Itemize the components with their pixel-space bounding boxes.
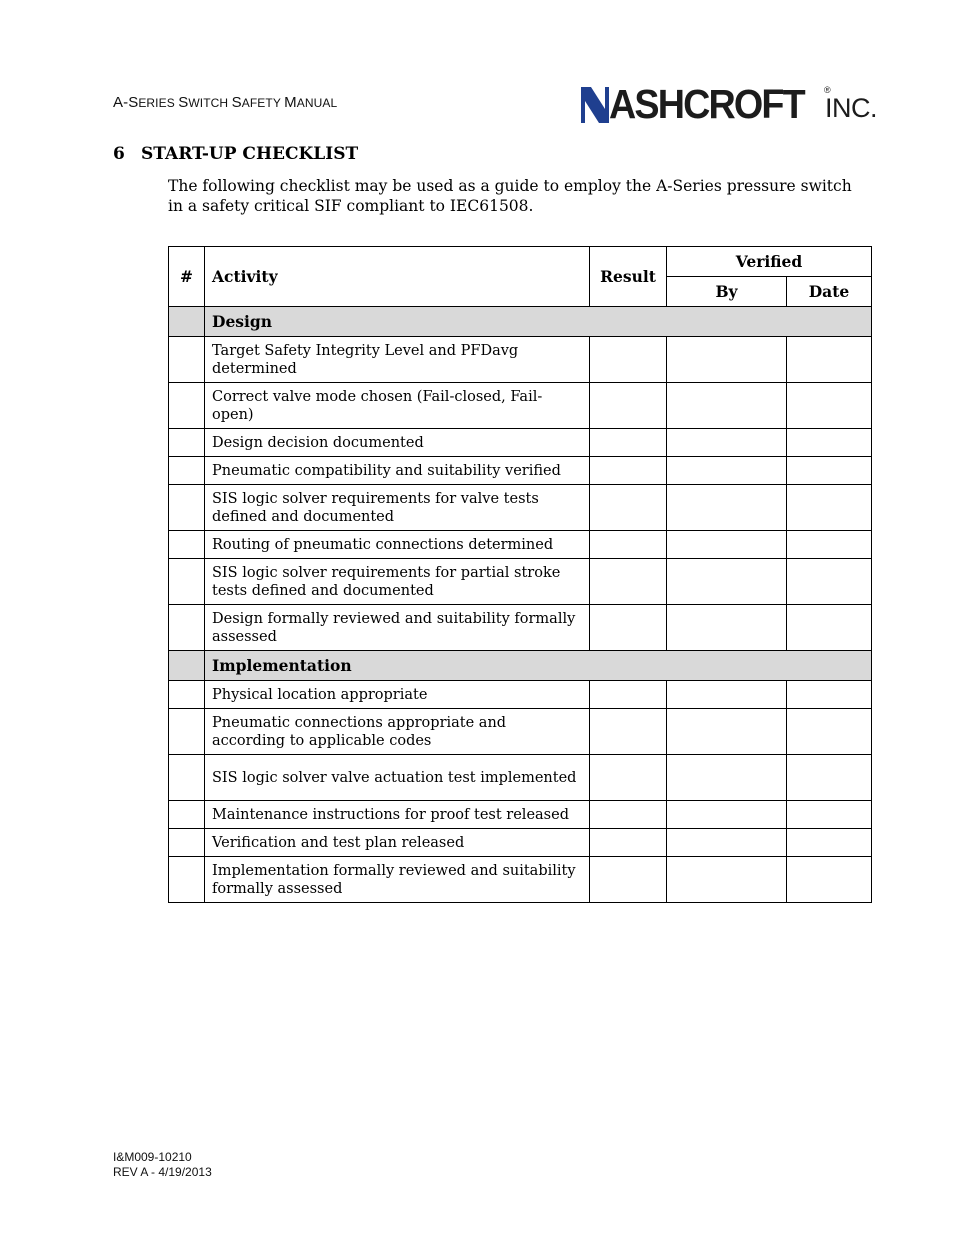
- result-cell: [590, 857, 667, 903]
- row-number-cell: [169, 681, 205, 709]
- verified-by-cell: [667, 681, 787, 709]
- title-smallcaps: ERIES: [138, 96, 179, 110]
- row-number-cell: [169, 485, 205, 531]
- activity-cell: Pneumatic compatibility and suitability verified: [205, 457, 590, 485]
- verified-date-cell: [787, 857, 872, 903]
- verified-date-cell: [787, 829, 872, 857]
- row-number-cell: [169, 457, 205, 485]
- section-heading: [113, 144, 358, 164]
- intro-paragraph: The following checklist may be used as a guide to employ the A-Series pressure switch in a safety critical SIF compliant to IEC61508.: [168, 177, 852, 215]
- row-number-cell: [169, 801, 205, 829]
- verified-date-cell: [787, 531, 872, 559]
- verified-date-cell: [787, 383, 872, 429]
- verified-date-cell: [787, 709, 872, 755]
- verified-by-cell: [667, 709, 787, 755]
- category-row: [169, 307, 872, 337]
- checklist-row: [169, 457, 872, 485]
- title-smallcaps: WITCH: [188, 96, 232, 110]
- checklist-row: [169, 337, 872, 383]
- result-cell: [590, 457, 667, 485]
- verified-by-cell: [667, 457, 787, 485]
- activity-cell: Routing of pneumatic connections determined: [205, 531, 590, 559]
- verified-date-cell: [787, 801, 872, 829]
- page-footer: [113, 1150, 212, 1180]
- ashcroft-logo: [581, 81, 893, 127]
- verified-by-cell: [667, 857, 787, 903]
- header-activity: Activity: [205, 247, 590, 307]
- verified-by-cell: [667, 531, 787, 559]
- activity-cell: Pneumatic connections appropriate and according to applicable codes: [205, 709, 590, 755]
- checklist-row: [169, 681, 872, 709]
- verified-date-cell: [787, 337, 872, 383]
- verified-by-cell: [667, 383, 787, 429]
- verified-date-cell: [787, 457, 872, 485]
- row-number-cell: [169, 755, 205, 801]
- result-cell: [590, 829, 667, 857]
- category-label: Implementation: [205, 651, 872, 681]
- activity-cell: Correct valve mode chosen (Fail-closed, Fail-open): [205, 383, 590, 429]
- activity-cell: Design formally reviewed and suitability formally assessed: [205, 605, 590, 651]
- revision-date: REV A - 4/19/2013: [113, 1165, 212, 1179]
- category-number-cell: [169, 307, 205, 337]
- verified-by-cell: [667, 429, 787, 457]
- title-initial: S: [231, 94, 242, 111]
- verified-date-cell: [787, 755, 872, 801]
- header-date: Date: [787, 277, 872, 307]
- result-cell: [590, 429, 667, 457]
- header-number: #: [169, 247, 205, 307]
- result-cell: [590, 485, 667, 531]
- result-cell: [590, 531, 667, 559]
- result-cell: [590, 755, 667, 801]
- title-smallcaps: AFETY: [241, 96, 285, 110]
- row-number-cell: [169, 531, 205, 559]
- verified-by-cell: [667, 829, 787, 857]
- row-number-cell: [169, 857, 205, 903]
- document-number: I&M009-10210: [113, 1150, 192, 1164]
- checklist-row: [169, 709, 872, 755]
- registered-mark: ®: [824, 85, 831, 95]
- row-number-cell: [169, 429, 205, 457]
- result-cell: [590, 681, 667, 709]
- title-initial: A-S: [113, 94, 139, 111]
- checklist-row: [169, 383, 872, 429]
- verified-date-cell: [787, 605, 872, 651]
- category-label: Design: [205, 307, 872, 337]
- row-number-cell: [169, 337, 205, 383]
- result-cell: [590, 383, 667, 429]
- activity-cell: Maintenance instructions for proof test released: [205, 801, 590, 829]
- activity-cell: Implementation formally reviewed and suitability formally assessed: [205, 857, 590, 903]
- title-initial: M: [284, 94, 297, 111]
- verified-by-cell: [667, 755, 787, 801]
- activity-cell: Verification and test plan released: [205, 829, 590, 857]
- section-title: START-UP CHECKLIST: [141, 144, 359, 164]
- verified-date-cell: [787, 559, 872, 605]
- startup-checklist-table: [168, 246, 872, 903]
- verified-by-cell: [667, 801, 787, 829]
- verified-date-cell: [787, 429, 872, 457]
- result-cell: [590, 559, 667, 605]
- activity-cell: SIS logic solver requirements for valve tests defined and documented: [205, 485, 590, 531]
- logo-suffix: INC.: [825, 93, 877, 123]
- row-number-cell: [169, 709, 205, 755]
- checklist-row: [169, 531, 872, 559]
- verified-date-cell: [787, 681, 872, 709]
- checklist-row: [169, 605, 872, 651]
- title-initial: S: [178, 94, 189, 111]
- checklist-row: [169, 829, 872, 857]
- category-number-cell: [169, 651, 205, 681]
- checklist-row: [169, 857, 872, 903]
- logo-wordmark: ASHCROFT: [609, 81, 804, 127]
- result-cell: [590, 337, 667, 383]
- activity-cell: Physical location appropriate: [205, 681, 590, 709]
- header-verified: Verified: [667, 247, 872, 277]
- header-result: Result: [590, 247, 667, 307]
- activity-cell: Target Safety Integrity Level and PFDavg determined: [205, 337, 590, 383]
- verified-by-cell: [667, 559, 787, 605]
- section-number: 6: [113, 144, 125, 164]
- checklist-row: [169, 755, 872, 801]
- result-cell: [590, 801, 667, 829]
- result-cell: [590, 709, 667, 755]
- activity-cell: SIS logic solver valve actuation test implemented: [205, 755, 590, 801]
- checklist-row: [169, 429, 872, 457]
- checklist-row: [169, 801, 872, 829]
- row-number-cell: [169, 829, 205, 857]
- verified-by-cell: [667, 605, 787, 651]
- verified-by-cell: [667, 337, 787, 383]
- result-cell: [590, 605, 667, 651]
- header-by: By: [667, 277, 787, 307]
- checklist-body: [169, 307, 872, 903]
- activity-cell: Design decision documented: [205, 429, 590, 457]
- title-smallcaps: ANUAL: [296, 96, 338, 110]
- verified-by-cell: [667, 485, 787, 531]
- checklist-row: [169, 485, 872, 531]
- manual-title: [113, 94, 337, 111]
- ashcroft-logo-mark: [581, 87, 609, 123]
- checklist-row: [169, 559, 872, 605]
- activity-cell: SIS logic solver requirements for partial stroke tests defined and documented: [205, 559, 590, 605]
- row-number-cell: [169, 383, 205, 429]
- row-number-cell: [169, 559, 205, 605]
- row-number-cell: [169, 605, 205, 651]
- category-row: [169, 651, 872, 681]
- verified-date-cell: [787, 485, 872, 531]
